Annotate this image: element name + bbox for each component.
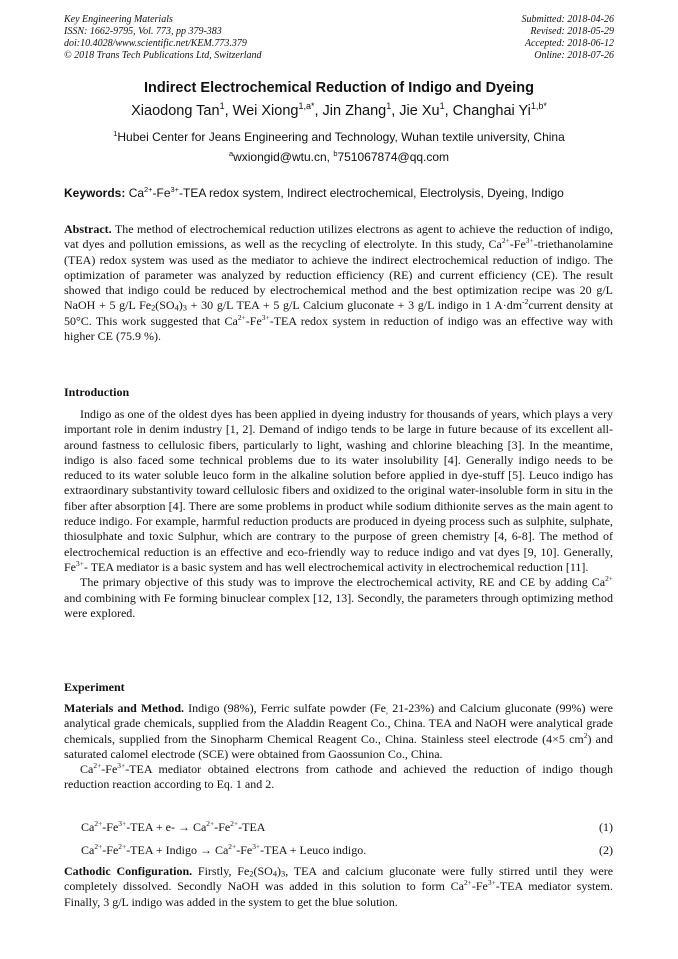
equation-number: (1) bbox=[599, 820, 613, 834]
submission-dates bbox=[522, 14, 615, 62]
cathodic-configuration: Cathodic Configuration. Firstly, $Fe_2(SO_4)_3$, TEA and calcium gluconate were fully stirred until they were completely dissolved. Secondly NaOH was added in this solution to form $Ca^{2+}-Fe^{3+}$-TEA mediator system. Finally, 3 g/L indigo was added in the system to get the blue solution. bbox=[64, 864, 614, 909]
online-date: Online: 2018-07-26 bbox=[534, 50, 614, 61]
introduction-body bbox=[64, 407, 613, 621]
issn-line: ISSN: 1662-9795, Vol. 773, pp 379-383 bbox=[64, 26, 222, 37]
author-name: Jie Xu bbox=[399, 103, 440, 119]
affiliation: $^1$Hubei Center for Jeans Engineering and Technology, Wuhan textile university, China bbox=[113, 129, 565, 144]
author-name: Xiaodong Tan bbox=[131, 103, 220, 119]
equation-number: (2) bbox=[599, 843, 613, 857]
accepted-date: Accepted: 2018-06-12 bbox=[524, 38, 614, 49]
author-emails: $^a$wxiongid@wtu.cn, $^b$751067874@qq.com bbox=[228, 149, 450, 164]
revised-date: Revised: 2018-05-29 bbox=[530, 26, 614, 37]
section-heading-experiment: Experiment bbox=[64, 680, 125, 694]
email-link[interactable]: 751067874@qq.com bbox=[337, 150, 450, 164]
materials-method: Materials and Method. Indigo (98%), Ferric sulfate powder ($Fe_,$ 21-23%) and Calcium gluconate (99%) were analytical grade chemicals, supplied from the Aladdin Reagent Co., China. TEA and NaOH were analytical grade chemicals, supplied from the Sinopharm Chemical Reagent Co., China. Stainless steel electrode (4×5 $cm^2$) and saturated calomel electrode (SCE) were obtained from Gaossunion Co., China. $Ca^{2+}-Fe^{3+}$-TEA mediator obtained electrons from cathode and achieved the reduction of indigo though reduction reaction according to Eq. 1 and 2. bbox=[64, 701, 614, 792]
email-link[interactable]: wxiongid@wtu.cn, bbox=[233, 150, 334, 164]
author-list: Xiaodong Tan$^1$, Wei Xiong$^{1,a*}$, Jin Zhang$^1$, Jie Xu$^1$, Changhai $Yi^{1,b*}$ bbox=[131, 101, 547, 119]
copyright-line: © 2018 Trans Tech Publications Ltd, Switzerland bbox=[64, 50, 262, 61]
author-name: Wei Xiong bbox=[232, 103, 299, 119]
paragraph: The primary objective of this study was to improve the electrochemical activity, RE and CE by adding $Ca^{2+}$ and combining with Fe forming binuclear complex [12, 13]. Secondly, the parameters through optimizing method were explored. bbox=[64, 574, 613, 620]
section-heading-introduction: Introduction bbox=[64, 385, 130, 399]
paper-title: Indirect Electrochemical Reduction of Indigo and Dyeing bbox=[144, 80, 534, 96]
abstract-label: Abstract. bbox=[64, 222, 112, 236]
abstract: Abstract. The method of electrochemical reduction utilizes electrons as agent to achieve the reduction of indigo, vat dyes and pollution emissions, as well as the recycling of electrolyte. In this study, $Ca^{2+}-Fe^{3+}$-triethanolamine (TEA) redox system was used as the mediator to achieve the indirect electrochemical reduction of indigo. The optimization of parameter was analyzed by reduction efficiency (RE) and current efficiency (CE). The result showed that indigo could be reduced by electrochemical method and the best optimization recipe was 20 g/L NaOH + 5 g/L $Fe_2(SO_4)_3 + 30$ g/L TEA + 5 g/L Calcium gluconate + 3 g/L indigo in 1 $A\cdot dm^{-2}current$ density at 50°C. This work suggested that $Ca^{2+}-Fe^{3+}$-TEA redox system in reduction of indigo was an effective way with higher CE (75.9 %). bbox=[64, 222, 613, 344]
equation-1: $Ca^{2+}-Fe^{3+}$-TEA + $e- \to Ca^{2+}-Fe^{2+}$-TEA (1) bbox=[81, 819, 613, 834]
equation-2: $Ca^{2+}-Fe^{2+}$-TEA + Indigo → $Ca^{2+}-Fe^{3+}$-TEA + Leuco indigo. (2) bbox=[81, 842, 613, 857]
keywords: Keywords: $Ca^{2+}-Fe^{3+}$-TEA redox system, Indirect electrochemical, Electrolysis, Dyeing, Indigo bbox=[64, 185, 564, 200]
journal-info bbox=[64, 14, 262, 62]
journal-name: Key Engineering Materials bbox=[64, 14, 173, 25]
doi-line: doi:10.4028/www.scientific.net/KEM.773.379 bbox=[64, 38, 247, 49]
submitted-date: Submitted: 2018-04-26 bbox=[521, 14, 614, 25]
paragraph: Indigo as one of the oldest dyes has been applied in dyeing industry for thousands of years, which plays a very important role in denim industry [1, 2]. Demand of indigo tends to be large in future because of its excellent all-around fastness to cellulosic fibers, particularly to light, washing and chlorine bleaching [3]. In the meantime, indigo is also faced some technical problems due to its water insolubility [4]. Generally indigo needs to be reduced to its water soluble leuco form in the alkaline solution before applied in dye-stuff [5]. Leuco indigo has extraordinary substantivity toward cellulosic fibers and oxidized to the original water-insoluble form in situ in the fiber after absorption [4]. There are some problems in product while sodium dithionite serves as the main agent to reduce indigo. For example, harmful reduction products are produced in dyeing process such as sulphite, sulphate, thiosulphate and toxic Sulphur, which are contrary to the purpose of green chemistry [4, 6-8]. The method of electrochemical reduction is an effective and eco-friendly way to reduce indigo and vat dyes [9, 10]. Generally, $Fe^{3+}-$ TEA mediator is a basic system and has well electrochemical activity in electrochemical reduction [11]. bbox=[64, 407, 613, 574]
author-name: Changhai Yi bbox=[452, 103, 531, 119]
author-name: Jin Zhang bbox=[322, 103, 387, 119]
